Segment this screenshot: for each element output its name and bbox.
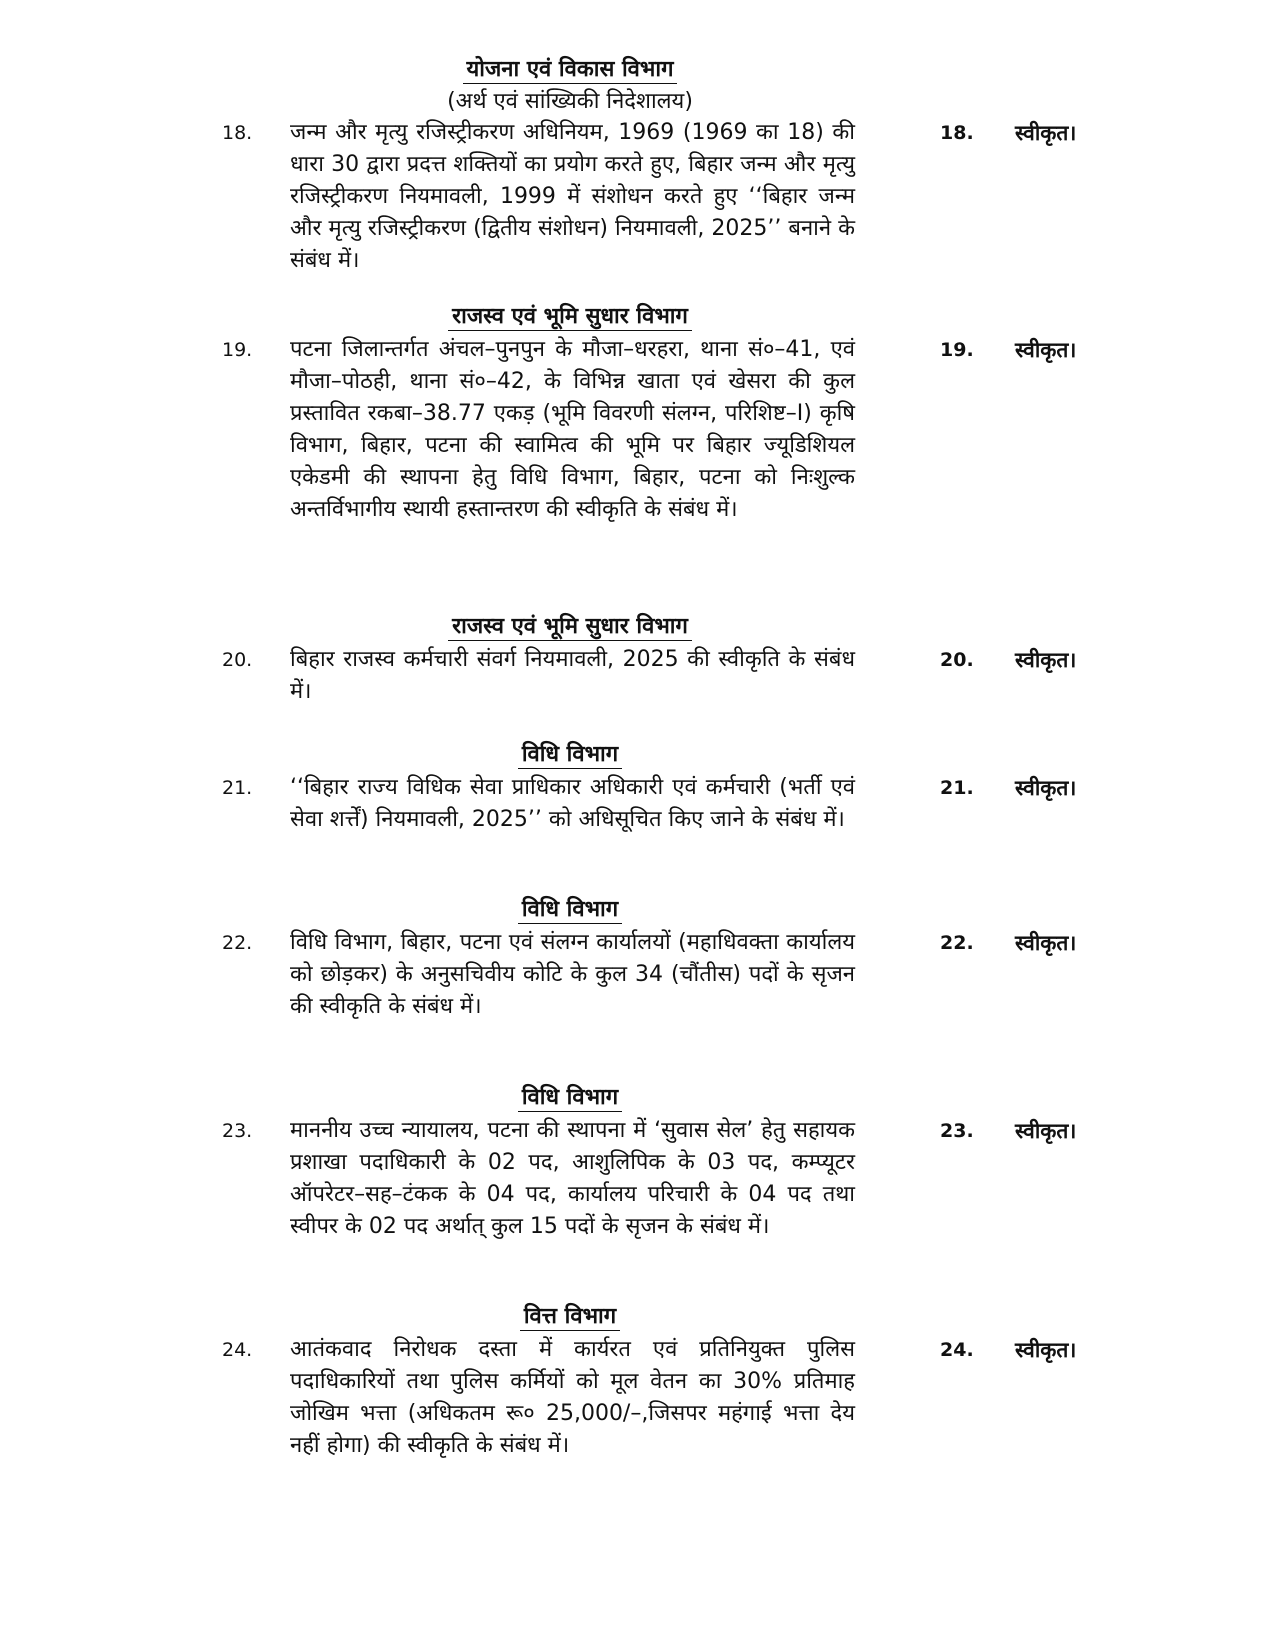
decision-status: स्वीकृत। xyxy=(1015,1338,1077,1362)
department-heading xyxy=(280,740,860,770)
department-heading xyxy=(280,55,860,85)
department-heading xyxy=(280,895,860,925)
department-name: राजस्व एवं भूमि सुधार विभाग xyxy=(448,614,692,641)
item-text: जन्म और मृत्यु रजिस्ट्रीकरण अधिनियम, 1969 (1969 का 18) की धारा 30 द्वारा प्रदत्त शक्तियों का प्रयोग करते हुए, बिहार जन्म और मृत्यु रजिस्ट्रीकरण नियमावली, 1999 में संशोधन करते हुए ‘‘बिहार जन्म और मृत्यु रजिस्ट्रीकरण (द्वितीय संशोधन) नियमावली, 2025’’ बनाने के संबंध में। xyxy=(290,120,855,273)
item-number: 23. xyxy=(222,1120,253,1142)
decision-number: 22. xyxy=(940,932,974,954)
department-name: विधि विभाग xyxy=(518,742,622,769)
sub-department-heading: (अर्थ एवं सांख्यिकी निदेशालय) xyxy=(447,89,693,114)
item-number: 22. xyxy=(222,932,253,954)
decision-number: 19. xyxy=(940,339,974,361)
item-text: ‘‘बिहार राज्य विधिक सेवा प्राधिकार अधिकारी एवं कर्मचारी (भर्ती एवं सेवा शर्त्तें) नियमावली, 2025’’ को अधिसूचित किए जाने के संबंध में। xyxy=(290,775,855,832)
item-text: माननीय उच्च न्यायालय, पटना की स्थापना में ‘सुवास सेल’ हेतु सहायक प्रशाखा पदाधिकारी के 02 पद, आशुलिपिक के 03 पद, कम्प्यूटर ऑपरेटर–सह–टंकक के 04 पद, कार्यालय परिचारी के 04 पद तथा स्वीपर के 02 पद अर्थात् कुल 15 पदों के सृजन के संबंध में। xyxy=(290,1118,855,1239)
department-heading xyxy=(280,612,860,642)
department-heading xyxy=(280,1083,860,1113)
item-number: 21. xyxy=(222,777,253,799)
department-name: विधि विभाग xyxy=(518,897,622,924)
decision-number: 23. xyxy=(940,1120,974,1142)
item-text: विधि विभाग, बिहार, पटना एवं संलग्न कार्यालयों (महाधिवक्ता कार्यालय को छोड़कर) के अनुसचिवीय कोटि के कुल 34 (चौंतीस) पदों के सृजन की स्वीकृति के संबंध में। xyxy=(290,930,855,1019)
department-name: योजना एवं विकास विभाग xyxy=(463,57,678,84)
item-text: आतंकवाद निरोधक दस्ता में कार्यरत एवं प्रतिनियुक्त पुलिस पदाधिकारियों तथा पुलिस कर्मियों को मूल वेतन का 30% प्रतिमाह जोखिम भत्ता (अधिकतम रू० 25,000/–,जिसपर महंगाई भत्ता देय नहीं होगा) की स्वीकृति के संबंध में। xyxy=(290,1337,855,1458)
decision-status: स्वीकृत। xyxy=(1015,121,1077,145)
decision-status: स्वीकृत। xyxy=(1015,338,1077,362)
item-number: 20. xyxy=(222,649,253,671)
decision-status: स्वीकृत। xyxy=(1015,1119,1077,1143)
decision-status: स्वीकृत। xyxy=(1015,648,1077,672)
item-number: 24. xyxy=(222,1339,253,1361)
item-text: बिहार राजस्व कर्मचारी संवर्ग नियमावली, 2025 की स्वीकृति के संबंध में। xyxy=(290,647,855,704)
decision-number: 18. xyxy=(940,122,974,144)
item-number: 18. xyxy=(222,122,253,144)
department-heading xyxy=(280,302,860,332)
department-name: राजस्व एवं भूमि सुधार विभाग xyxy=(448,304,692,331)
decision-number: 20. xyxy=(940,649,974,671)
department-name: विधि विभाग xyxy=(518,1085,622,1112)
department-heading xyxy=(280,1302,860,1332)
department-name: वित्त विभाग xyxy=(520,1304,620,1331)
decision-status: स्वीकृत। xyxy=(1015,776,1077,800)
item-number: 19. xyxy=(222,339,253,361)
decision-number: 24. xyxy=(940,1339,974,1361)
decision-number: 21. xyxy=(940,777,974,799)
item-text: पटना जिलान्तर्गत अंचल–पुनपुन के मौजा–धरहरा, थाना सं०–41, एवं मौजा–पोठही, थाना सं०–42, के विभिन्न खाता एवं खेसरा की कुल प्रस्तावित रकबा–38.77 एकड़ (भूमि विवरणी संलग्न, परिशिष्ट–I) कृषि विभाग, बिहार, पटना की स्वामित्व की भूमि पर बिहार ज्यूडिशियल एकेडमी की स्थापना हेतु विधि विभाग, बिहार, पटना को निःशुल्क अन्तर्विभागीय स्थायी हस्तान्तरण की स्वीकृति के संबंध में। xyxy=(290,337,855,522)
decision-status: स्वीकृत। xyxy=(1015,931,1077,955)
